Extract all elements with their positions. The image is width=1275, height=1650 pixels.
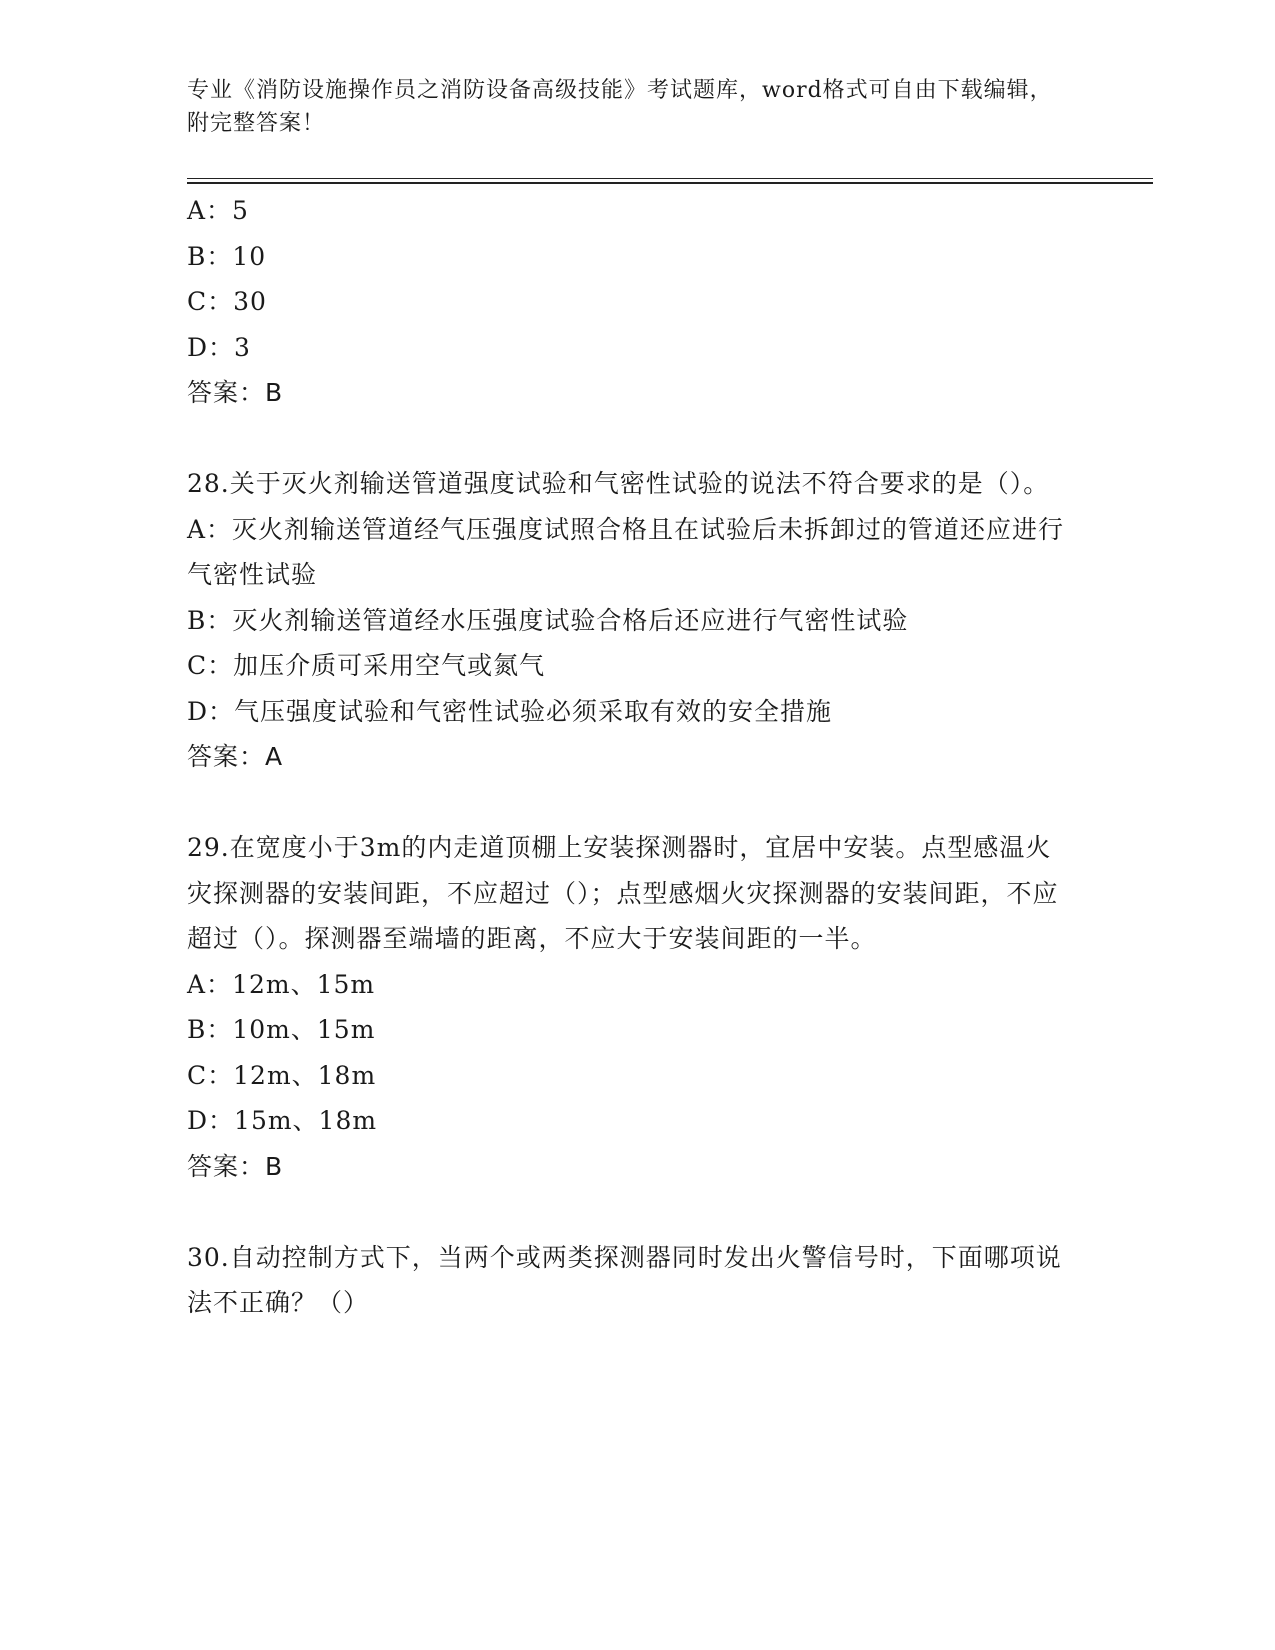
spacer [187, 416, 1067, 462]
option-b: B：10m、15m [187, 1015, 376, 1044]
question-text: 28.关于灭火剂输送管道强度试验和气密性试验的说法不符合要求的是（）。 [187, 469, 1050, 498]
question-block-30 [187, 1235, 1067, 1326]
header-divider-thin [187, 178, 1153, 179]
answer: 答案：A [187, 742, 284, 771]
question-block-27 [187, 188, 1067, 416]
spacer [187, 780, 1067, 826]
answer: 答案：B [187, 378, 284, 407]
option-a: A：5 [187, 196, 249, 225]
question-block-28 [187, 461, 1067, 780]
option-c: C：30 [187, 287, 267, 316]
option-d: D：气压强度试验和气密性试验必须采取有效的安全措施 [187, 696, 833, 726]
question-content [187, 188, 1067, 1326]
option-a: A：12m、15m [187, 969, 376, 999]
option-d: D：3 [187, 332, 251, 362]
question-block-29 [187, 825, 1067, 1189]
option-a: A：灭火剂输送管道经气压强度试照合格且在试验后未拆卸过的管道还应进行气密性试验 [187, 514, 1065, 589]
option-b: B：灭火剂输送管道经水压强度试验合格后还应进行气密性试验 [187, 605, 909, 635]
question-text: 30.自动控制方式下，当两个或两类探测器同时发出火警信号时，下面哪项说法不正确？（） [187, 1242, 1062, 1317]
option-c: C：加压介质可采用空气或氮气 [187, 651, 546, 680]
spacer [187, 1189, 1067, 1235]
question-text: 29.在宽度小于3m的内走道顶棚上安装探测器时，宜居中安装。点型感温火灾探测器的安装间距，不应超过（）；点型感烟火灾探测器的安装间距，不应超过（）。探测器至端墙的距离，不应大于安装间距的一半。 [187, 833, 1059, 953]
header-divider-thick [187, 182, 1153, 184]
option-b: B：10 [187, 241, 267, 271]
answer: 答案：B [187, 1151, 284, 1181]
option-d: D：15m、18m [187, 1106, 378, 1135]
option-c: C：12m、18m [187, 1060, 377, 1090]
document-header: 专业《消防设施操作员之消防设备高级技能》考试题库，word格式可自由下载编辑，附完整答案！ [187, 78, 1053, 136]
